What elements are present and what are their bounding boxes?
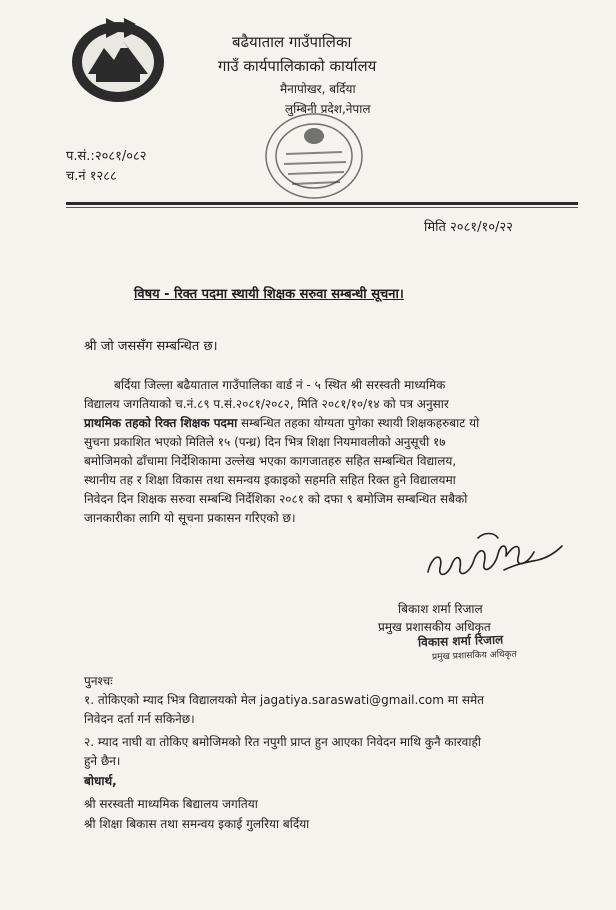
salutation: श्री जो जससँग सम्बन्धित छ। xyxy=(84,339,218,354)
header-divider-thin xyxy=(66,207,578,208)
header-divider xyxy=(66,202,578,205)
body-line: बमोजिमको ढाँचामा निर्देशिकामा उल्लेख भएका कागजातहरु सहित सम्बन्धित विद्यालय, xyxy=(84,454,457,468)
cc-recipient: श्री सरस्वती माध्यमिक बिद्यालय जगतिया xyxy=(84,797,258,811)
cc-recipient: श्री शिक्षा बिकास तथा समन्वय इकाई गुलरिया बर्दिया xyxy=(84,817,310,831)
body-line: सुचना प्रकाशित भएको मितिले १५ (पन्ध्र) दिन भित्र शिक्षा नियमावलीको अनुसूची १७ xyxy=(84,435,446,449)
body-line: बर्दिया जिल्ला बढैयाताल गाउँपालिका वार्ड नं - ५ स्थित श्री सरस्वती माध्यमिक xyxy=(114,378,446,392)
body-line xyxy=(84,414,564,433)
handwritten-signature-icon xyxy=(418,524,568,594)
office-name: गाउँ कार्यपालिकाको कार्यालय xyxy=(218,57,377,75)
office-location: मैनापोखर, बर्दिया xyxy=(280,82,356,96)
body-line-rest: सम्बन्धित तहका योग्यता पुगेका स्थायी शिक्षकहरुबाट यो xyxy=(237,416,480,430)
postscript-item: १. तोकिएको म्याद भित्र विद्यालयको मेल jagatiya.saraswati@gmail.com मा समेत xyxy=(84,693,484,707)
municipality-name: बढैयाताल गाउँपालिका xyxy=(232,33,352,51)
signatory-title: प्रमुख प्रशासकीय अधिकृत xyxy=(378,620,491,634)
office-stamp-icon xyxy=(262,108,370,204)
cc-heading: बोधार्थ, xyxy=(84,774,117,788)
municipality-emblem-icon xyxy=(66,12,170,108)
postscript-item: हुने छैन। xyxy=(84,754,121,768)
postscript-heading: पुनश्चः xyxy=(84,674,113,688)
body-line: स्थानीय तह र शिक्षा विकास तथा समन्वय इकाइको सहमति सहित रिक्त हुने विद्यालयमा xyxy=(84,473,456,487)
postscript-item: २. म्याद नाघी वा तोकिए बमोजिमको रित नपुगी प्राप्त हुन आएका निवेदन माथि कुनै कारवाही xyxy=(84,735,481,749)
letter-date: मिति २०८१/१०/२२ xyxy=(424,220,513,235)
signatory-name: बिकाश शर्मा रिजाल xyxy=(398,602,483,616)
body-line: जानकारीका लागि यो सूचना प्रकासन गरिएको छ। xyxy=(84,511,296,525)
body-line: निवेदन दिन शिक्षक सरुवा सम्बन्धि निर्देशिका २०८१ को दफा ९ बमोजिम सम्बन्धित सबैको xyxy=(84,492,468,506)
signature-stamp-name: विकास शर्मा रिजाल xyxy=(417,632,504,650)
signature-stamp-title: प्रमुख प्रशासकिय अधिकृत xyxy=(431,649,517,663)
notice-subject: विषय - रिक्त पदमा स्थायी शिक्षक सरुवा सम्बन्धी सूचना। xyxy=(134,287,404,302)
letter-reference-number: प.सं.:२०८१/०८२ xyxy=(66,149,147,164)
body-line: विद्यालय जगतियाको च.नं.८९ प.सं.२०८१/२०८२, मिति २०८१/१०/१४ को पत्र अनुसार xyxy=(84,397,449,411)
postscript-item: निवेदन दर्ता गर्न सकिनेछ। xyxy=(84,712,195,726)
dispatch-number: च.नं १२८८ xyxy=(66,169,117,184)
province-name: लुम्बिनी प्रदेश,नेपाल xyxy=(285,102,371,116)
body-bold-phrase: प्राथमिक तहको रिक्त शिक्षक पदमा xyxy=(84,416,238,430)
